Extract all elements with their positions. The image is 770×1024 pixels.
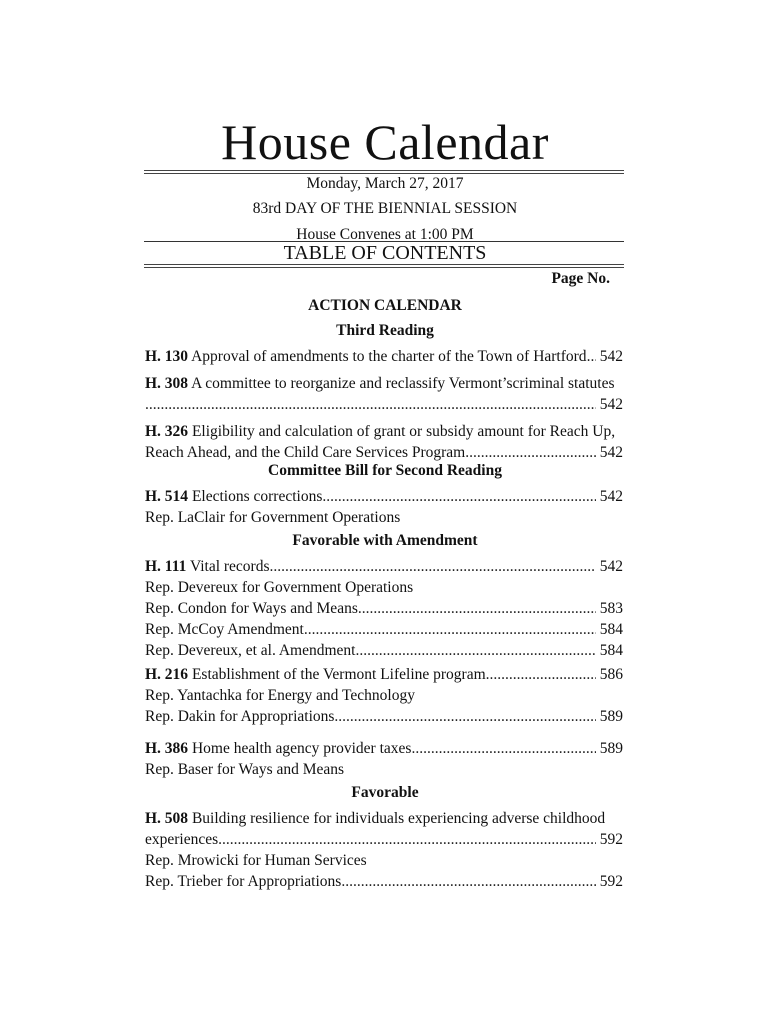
page-title: House Calendar <box>221 114 549 170</box>
bill-title: Vital records <box>186 558 270 575</box>
amendment: Rep. McCoy Amendment <box>145 621 304 638</box>
bill-number: H. 308 <box>145 375 189 392</box>
bill-title: Eligibility and calculation of grant or subsidy amount for Reach Up, <box>188 423 616 440</box>
bill-number: H. 326 <box>145 423 189 440</box>
session-day: 83rd DAY OF THE BIENNIAL SESSION <box>252 200 518 217</box>
convene-time: House Convenes at 1:00 PM <box>296 226 474 243</box>
entry-h111 <box>145 556 623 661</box>
page-number: 586 <box>599 666 623 683</box>
page-number: 592 <box>599 873 623 890</box>
toc-title: TABLE OF CONTENTS <box>283 242 487 264</box>
page-number: 542 <box>599 348 623 365</box>
page-number: 589 <box>599 740 623 757</box>
title-rule <box>144 170 624 171</box>
committee-report: Rep. Condon for Ways and Means <box>145 600 358 617</box>
bill-title: Elections corrections <box>188 488 323 505</box>
page-number: 542 <box>599 396 623 413</box>
committee-report: Rep. LaClair for Government Operations <box>145 509 401 526</box>
page-number: 584 <box>599 642 623 659</box>
bill-number: H. 130 <box>145 348 189 365</box>
bill-title: Building resilience for individuals experiencing adverse childhood <box>188 810 606 827</box>
entry-h130 <box>145 346 623 367</box>
entry-h508 <box>145 808 623 892</box>
bill-number: H. 386 <box>145 740 189 757</box>
committee-report: Rep. Devereux for Government Operations <box>145 579 414 596</box>
entry-h514 <box>145 486 623 528</box>
bill-number: H. 514 <box>145 488 189 505</box>
section-third-reading: Third Reading <box>336 322 434 339</box>
bill-number: H. 508 <box>145 810 189 827</box>
committee-report: Rep. Trieber for Appropriations <box>145 873 342 890</box>
page-number: 542 <box>599 488 623 505</box>
page-number: 589 <box>599 708 623 725</box>
committee-report: Rep. Baser for Ways and Means <box>145 761 345 778</box>
bill-title-cont: Reach Ahead, and the Child Care Services Program <box>145 444 466 461</box>
section-favorable: Favorable <box>351 784 419 801</box>
bill-title: A committee to reorganize and reclassify Vermont’scriminal statutes <box>188 375 615 392</box>
entry-h386 <box>145 738 623 780</box>
committee-report: Rep. Mrowicki for Human Services <box>145 852 367 869</box>
calendar-date: Monday, March 27, 2017 <box>306 175 464 192</box>
section-action-calendar: ACTION CALENDAR <box>308 297 462 314</box>
entry-h326 <box>145 421 623 463</box>
bill-title: Home health agency provider taxes <box>188 740 412 757</box>
amendment: Rep. Devereux, et al. Amendment <box>145 642 356 659</box>
page-number: 542 <box>599 444 623 461</box>
section-favorable-amendment: Favorable with Amendment <box>292 532 478 549</box>
page-number: 583 <box>599 600 623 617</box>
page-number: 592 <box>599 831 623 848</box>
bill-title: Establishment of the Vermont Lifeline program <box>188 666 486 683</box>
bill-title-cont: experiences <box>145 831 219 848</box>
page-number: 542 <box>599 558 623 575</box>
committee-report: Rep. Dakin for Appropriations <box>145 708 335 725</box>
bill-number: H. 111 <box>145 558 187 575</box>
entry-h308 <box>145 373 623 415</box>
bill-number: H. 216 <box>145 666 189 683</box>
section-committee-bill: Committee Bill for Second Reading <box>268 462 502 479</box>
committee-report: Rep. Yantachka for Energy and Technology <box>145 687 415 704</box>
toc-rule <box>144 264 624 265</box>
page-number: 584 <box>599 621 623 638</box>
page-no-label: Page No. <box>551 270 610 287</box>
entry-h216 <box>145 664 623 727</box>
bill-title: Approval of amendments to the charter of the Town of Hartford <box>188 348 587 365</box>
